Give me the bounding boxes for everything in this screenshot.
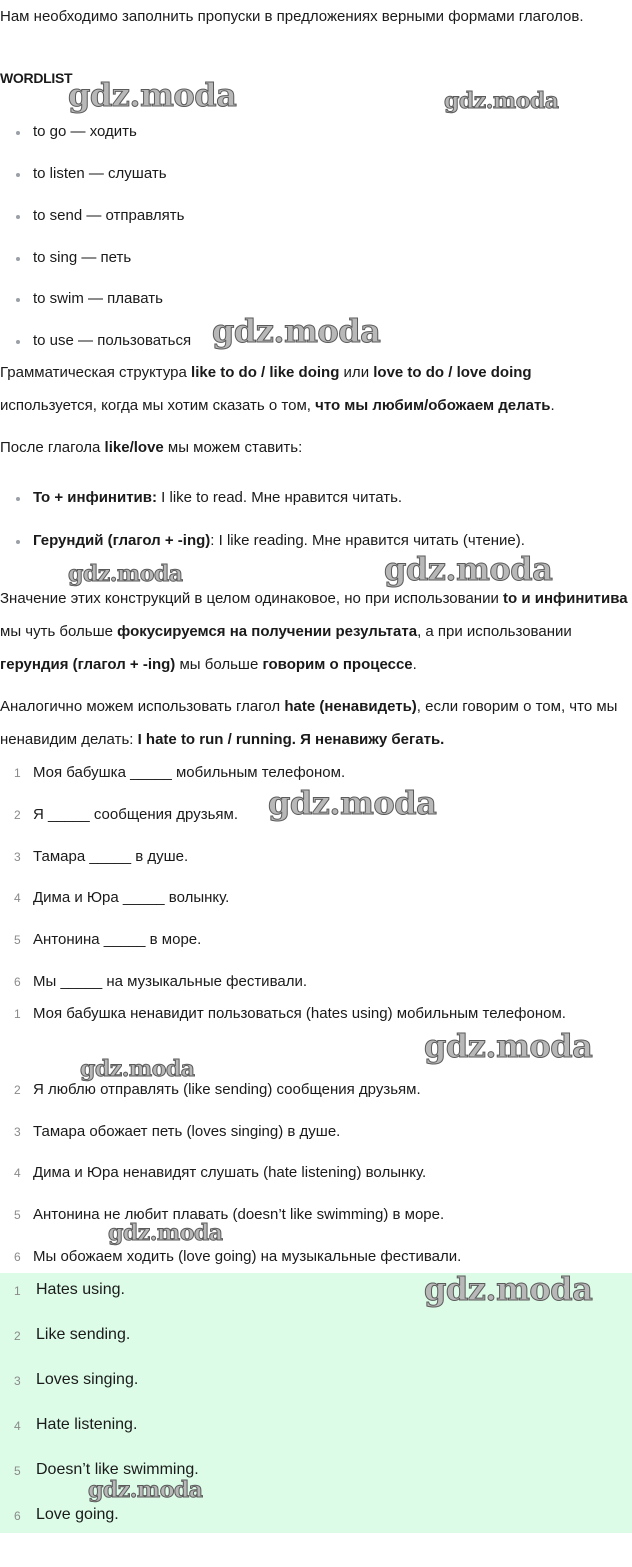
task-number: 2: [14, 808, 21, 822]
translation-number: 2: [14, 1083, 21, 1097]
watermark: gdz.moda: [424, 1270, 593, 1308]
watermark: gdz.moda: [68, 76, 237, 114]
bullet-icon: [16, 540, 20, 544]
answers-box: [0, 1273, 632, 1533]
translation-number: 6: [14, 1250, 21, 1264]
answer-number: 3: [14, 1374, 21, 1388]
watermark: gdz.moda: [384, 550, 553, 588]
translation-number: 3: [14, 1125, 21, 1139]
task-number: 3: [14, 850, 21, 864]
answer-number: 6: [14, 1509, 21, 1523]
bullet-icon: [16, 131, 20, 135]
watermark: gdz.moda: [68, 561, 183, 587]
answer-item: Like sending.: [36, 1326, 131, 1343]
answer-number: 4: [14, 1419, 21, 1433]
bullet-icon: [16, 257, 20, 261]
task-item: Я _____ сообщения друзьям.: [33, 806, 239, 823]
translation-item: Мы обожаем ходить (love going) на музыкальные фестивали.: [33, 1248, 462, 1265]
translation-item: Антонина не любит плавать (doesn’t like swimming) в море.: [33, 1206, 445, 1223]
task-item: Тамара _____ в душе.: [33, 848, 189, 865]
task-number: 6: [14, 975, 21, 989]
grammar-paragraph: После глагола like/love мы можем ставить:: [0, 439, 303, 456]
task-number: 1: [14, 766, 21, 780]
watermark: gdz.moda: [108, 1220, 223, 1246]
answer-item: Hates using.: [36, 1281, 125, 1298]
watermark: gdz.moda: [212, 312, 381, 350]
translation-item: Дима и Юра ненавидят слушать (hate listening) волынку.: [33, 1164, 427, 1181]
task-item: Дима и Юра _____ волынку.: [33, 889, 230, 906]
wordlist-item: to sing — петь: [33, 249, 132, 266]
translation-number: 5: [14, 1208, 21, 1222]
grammar-bullet: To + инфинитив: I like to read. Мне нравится читать.: [33, 489, 403, 506]
grammar-paragraph: Грамматическая структура like to do / like doing или love to do / love doing используется, когда мы хотим сказать о том, что мы любим/обожаем делать.: [0, 364, 555, 414]
task-number: 5: [14, 933, 21, 947]
translation-number: 4: [14, 1166, 21, 1180]
wordlist-item: to use — пользоваться: [33, 332, 192, 349]
answer-item: Loves singing.: [36, 1371, 139, 1388]
wordlist-item: to send — отправлять: [33, 207, 185, 224]
task-item: Моя бабушка _____ мобильным телефоном.: [33, 764, 346, 781]
watermark: gdz.moda: [424, 1027, 593, 1065]
translation-item: Моя бабушка ненавидит пользоваться (hates using) мобильным телефоном.: [33, 1005, 566, 1022]
bullet-icon: [16, 298, 20, 302]
task-item: Антонина _____ в море.: [33, 931, 202, 948]
answer-number: 1: [14, 1284, 21, 1298]
bullet-icon: [16, 340, 20, 344]
task-number: 4: [14, 891, 21, 905]
answer-number: 5: [14, 1464, 21, 1478]
answer-item: Love going.: [36, 1506, 119, 1523]
answer-item: Hate listening.: [36, 1416, 138, 1433]
wordlist-item: to swim — плавать: [33, 290, 163, 307]
translation-item: Я люблю отправлять (like sending) сообщения друзьям.: [33, 1081, 421, 1098]
watermark: gdz.moda: [80, 1056, 195, 1082]
translation-item: Тамара обожает петь (loves singing) в душе.: [33, 1123, 341, 1140]
wordlist-title: WORDLIST: [0, 70, 73, 86]
bullet-icon: [16, 215, 20, 219]
bullet-icon: [16, 497, 20, 501]
bullet-icon: [16, 173, 20, 177]
watermark: gdz.moda: [444, 88, 559, 114]
grammar-paragraph: Аналогично можем использовать глагол hate (ненавидеть), если говорим о том, что мы ненавидим делать: I hate to run / running. Я ненавижу бегать.: [0, 698, 618, 748]
answer-number: 2: [14, 1329, 21, 1343]
grammar-bullet: Герундий (глагол + -ing): I like reading. Мне нравится читать (чтение).: [33, 532, 525, 549]
wordlist-item: to go — ходить: [33, 123, 137, 140]
task-item: Мы _____ на музыкальные фестивали.: [33, 973, 308, 990]
grammar-paragraph: Значение этих конструкций в целом одинаковое, но при использовании to и инфинитива мы чуть больше фокусируемся на получении результата, а при использовании герундия (глагол + -ing) мы больше говорим о процессе.: [0, 590, 628, 673]
wordlist-item: to listen — слушать: [33, 165, 167, 182]
watermark: gdz.moda: [268, 784, 437, 822]
answer-item: Doesn’t like swimming.: [36, 1461, 199, 1478]
translation-number: 1: [14, 1007, 21, 1021]
intro-text: Нам необходимо заполнить пропуски в предложениях верными формами глаголов.: [0, 8, 584, 25]
watermark: gdz.moda: [88, 1477, 203, 1503]
